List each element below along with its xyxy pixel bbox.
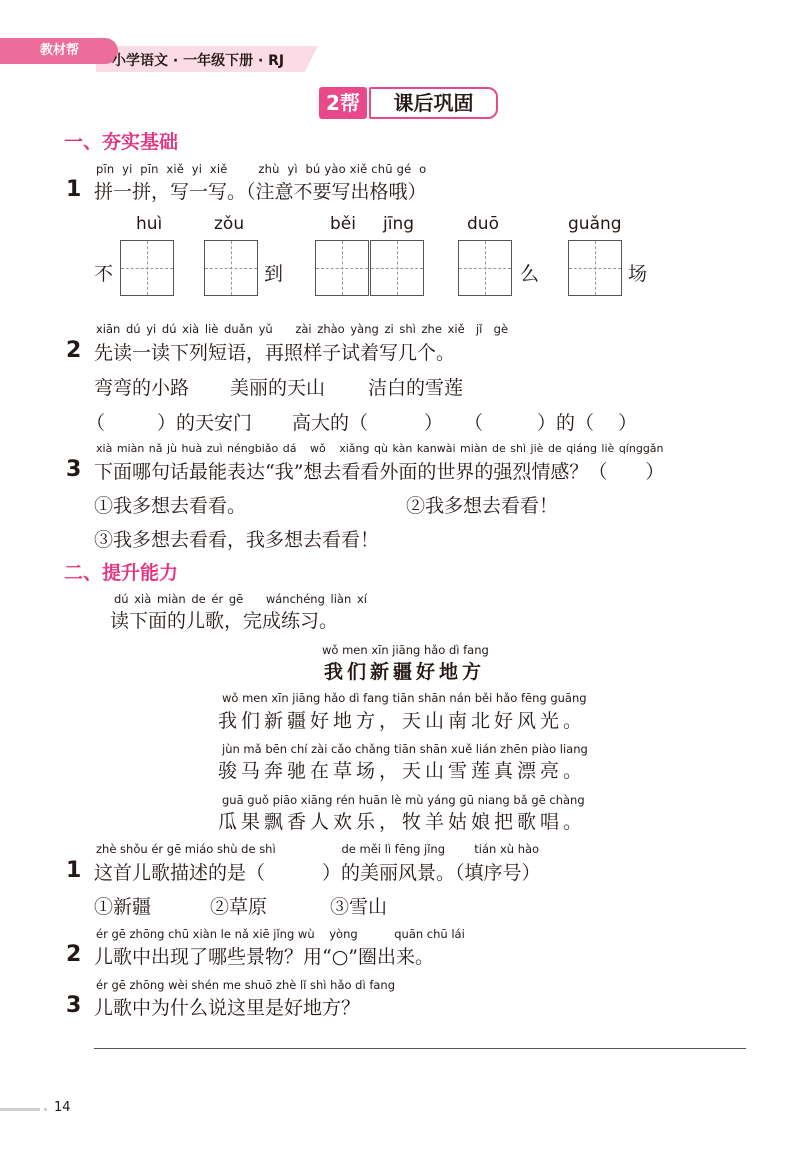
question-number: 1 [66, 177, 82, 202]
title-badge: 2帮 [319, 87, 367, 119]
poem-line2-pinyin: jùn mǎ bēn chí zài cǎo chǎng tiān shān xuě lián zhēn piào liang [222, 742, 588, 756]
poem-line1: 我们新疆好地方，天山南北好风光。 [218, 710, 587, 732]
poem-title: 我们新疆好地方 [324, 661, 486, 683]
option-3[interactable]: ③我多想去看看，我多想去看看！ [94, 529, 380, 551]
q2-pinyin: xiān dú yi dú xià liè duǎn yǔ zài zhào yàng zi shì zhe xiě jǐ gè [96, 322, 509, 336]
s2q2-text: 儿歌中出现了哪些景物？用“○”圈出来。 [94, 946, 435, 968]
s2q1-option-1[interactable]: ①新疆 [94, 896, 152, 918]
option-1[interactable]: ①我多想去看看。 [94, 495, 247, 517]
writing-box-duo[interactable] [458, 240, 512, 296]
s2q2-pinyin: ér gē zhōng chū xiàn le nǎ xiē jǐng wù yòng quān chū lái [96, 927, 465, 941]
s2q1-pinyin: zhè shǒu ér gē miáo shù de shì de měi lì fēng jǐng tián xù hào [96, 842, 540, 856]
q3-text: 下面哪句话最能表达“我”想去看看外面的世界的强烈情感？（ ） [94, 461, 665, 483]
footer-dot [44, 1108, 47, 1111]
brand-label: 教材帮 [0, 38, 118, 64]
s2q3-pinyin: ér gē zhōng wèi shén me shuō zhè lǐ shì hǎo dì fang [96, 978, 396, 992]
writing-box-hui[interactable] [120, 240, 174, 296]
example-3: 洁白的雪莲 [368, 377, 464, 399]
question-number: 3 [66, 457, 82, 482]
answer-line[interactable] [94, 1048, 746, 1049]
fill-blank-3[interactable]: （ ）的（ ） [464, 412, 638, 434]
char-dao: 到 [264, 263, 284, 285]
q2-text: 先读一读下列短语，再照样子试着写几个。 [94, 342, 456, 364]
footer-bar [0, 1108, 40, 1111]
char-bu: 不 [94, 263, 114, 285]
question-number: 3 [66, 993, 82, 1018]
example-1: 弯弯的小路 [94, 377, 190, 399]
q1-text: 拼一拼，写一写。（注意不要写出格哦） [94, 181, 427, 203]
option-2[interactable]: ②我多想去看看！ [406, 495, 559, 517]
q3-pinyin: xià miàn nǎ jù huà zuì néngbiǎo dá wǒ xiǎng qù kàn kanwài miàn de shì jiè de qiáng liè qínggǎn [96, 442, 664, 455]
q1-pinyin: pīn yi pīn xiě yi xiě zhù yì bú yào xiě chū gé o [96, 162, 427, 176]
section-heading-basics: 一、夯实基础 [64, 131, 179, 153]
question-number: 2 [66, 942, 82, 967]
poem-title-pinyin: wǒ men xīn jiāng hǎo dì fang [322, 643, 489, 657]
poem-line3: 瓜果飘香人欢乐，牧羊姑娘把歌唱。 [218, 811, 587, 833]
s2q3-text: 儿歌中为什么说这里是好地方？ [94, 997, 361, 1019]
example-2: 美丽的天山 [230, 377, 326, 399]
poem-line2: 骏马奔驰在草场，天山雪莲真漂亮。 [218, 760, 587, 782]
pinyin-jing: jīng [383, 214, 415, 234]
char-chang: 场 [628, 263, 648, 285]
page-title: 课后巩固 [369, 87, 498, 119]
fill-blank-2[interactable]: 高大的（ ） [292, 412, 444, 434]
pinyin-bei: běi [330, 214, 356, 234]
writing-box-bei[interactable] [315, 240, 369, 296]
intro-text: 读下面的儿歌，完成练习。 [110, 610, 339, 632]
book-subtitle: 小学语文 · 一年级下册 · RJ [112, 53, 285, 69]
s2q1-option-3[interactable]: ③雪山 [330, 896, 388, 918]
writing-box-guang[interactable] [568, 240, 622, 296]
poem-line3-pinyin: guā guǒ piāo xiāng rén huān lè mù yáng gū niang bǎ gē chàng [222, 793, 585, 807]
intro-pinyin: dú xià miàn de ér gē wánchéng liàn xí [114, 592, 367, 606]
section-heading-improve: 二、提升能力 [64, 562, 179, 584]
char-me: 么 [520, 263, 540, 285]
pinyin-zou: zǒu [214, 214, 245, 234]
writing-box-jing[interactable] [370, 240, 424, 296]
s2q1-option-2[interactable]: ②草原 [210, 896, 268, 918]
page-number: 14 [54, 1100, 71, 1115]
pinyin-hui: huì [136, 214, 163, 234]
poem-line1-pinyin: wǒ men xīn jiāng hǎo dì fang tiān shān nán běi hǎo fēng guāng [222, 691, 587, 705]
question-number: 2 [66, 338, 82, 363]
pinyin-duo: duō [467, 214, 499, 234]
s2q1-text: 这首儿歌描述的是（ ）的美丽风景。（填序号） [94, 862, 541, 884]
fill-blank-1[interactable]: （ ）的天安门 [86, 412, 253, 434]
question-number: 1 [66, 858, 82, 883]
writing-box-zou[interactable] [204, 240, 258, 296]
pinyin-guang: guǎng [568, 214, 622, 234]
